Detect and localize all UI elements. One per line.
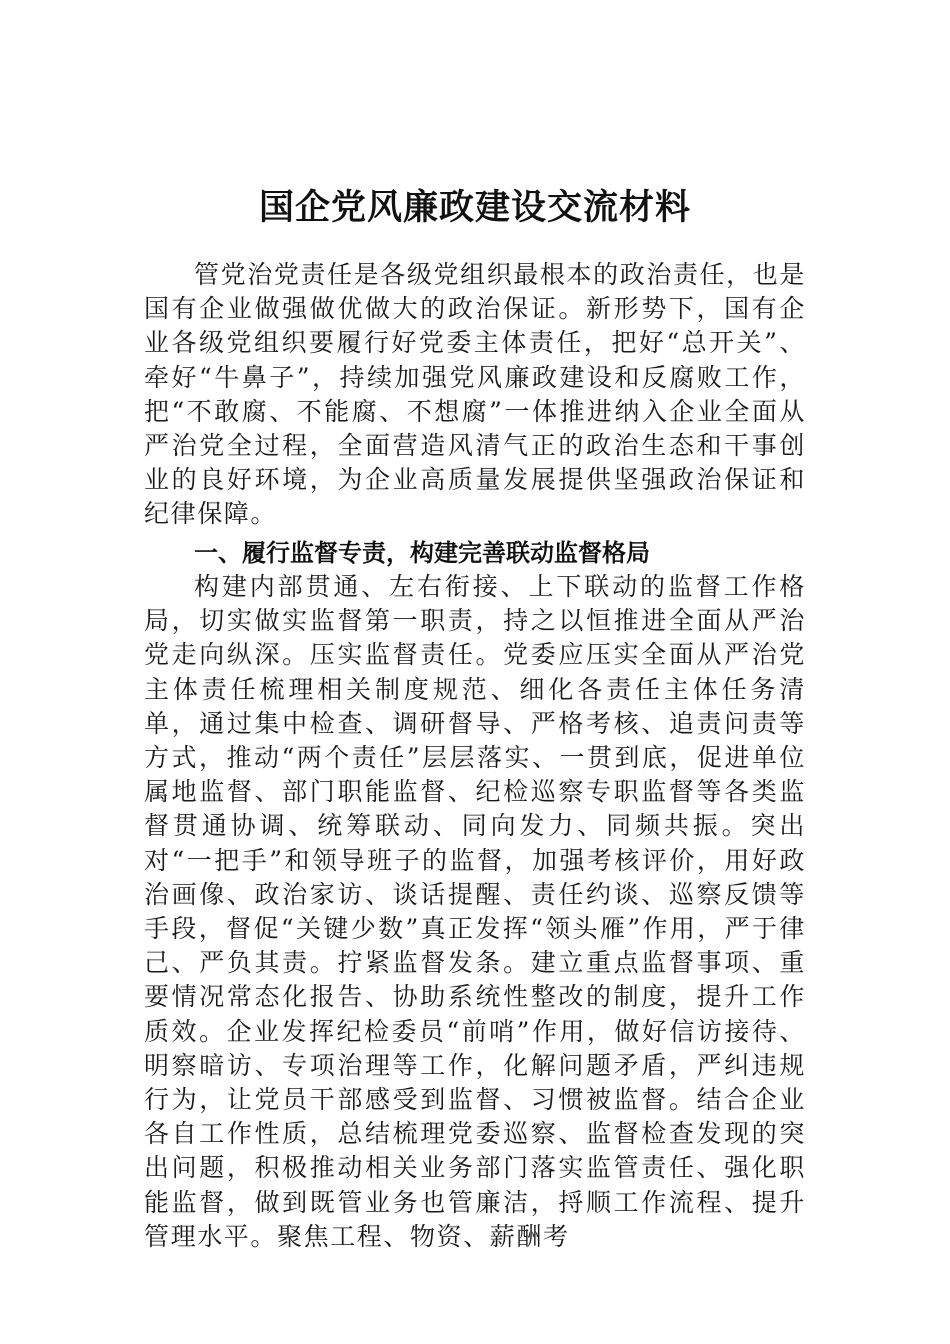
- section-1-paragraph: 构建内部贯通、左右衔接、上下联动的监督工作格局，切实做实监督第一职责，持之以恒推进全面从严治党走向纵深。压实监督责任。党委应压实全面从严治党主体责任梳理相关制度规范、细化各责任主体任务清单，通过集中检查、调研督导、严格考核、追责问责等方式，推动“两个责任”层层落实、一贯到底，促进单位属地监督、部门职能监督、纪检巡察专职监督等各类监督贯通协调、统筹联动、同向发力、同频共振。突出对“一把手”和领导班子的监督，加强考核评价，用好政治画像、政治家访、谈话提醒、责任约谈、巡察反馈等手段，督促“关键少数”真正发挥“领头雁”作用，严于律己、严负其责。拧紧监督发条。建立重点监督事项、重要情况常态化报告、协助系统性整改的制度，提升工作质效。企业发挥纪检委员“前哨”作用，做好信访接待、明察暗访、专项治理等工作，化解问题矛盾，严纠违规行为，让党员干部感受到监督、习惯被监督。结合企业各自工作性质，总结梳理党委巡察、监督检查发现的突出问题，积极推动相关业务部门落实监管责任、强化职能监督，做到既管业务也管廉洁，捋顺工作流程、提升管理水平。聚焦工程、物资、薪酬考: [144, 572, 806, 1251]
- section-1-heading: 一、履行监督专责，构建完善联动监督格局: [194, 539, 650, 567]
- document-title: 国企党风廉政建设交流材料: [258, 187, 691, 229]
- intro-paragraph: 管党治党责任是各级党组织最根本的政治责任，也是国有企业做强做优做大的政治保证。新形势下，国有企业各级党组织要履行好党委主体责任，把好“总开关”、牵好“牛鼻子”，持续加强党风廉政建设和反腐败工作，把“不敢腐、不能腐、不想腐”一体推进纳入企业全面从严治党全过程，全面营造风清气正的政治生态和干事创业的良好环境，为企业高质量发展提供坚强政治保证和纪律保障。: [144, 260, 806, 529]
